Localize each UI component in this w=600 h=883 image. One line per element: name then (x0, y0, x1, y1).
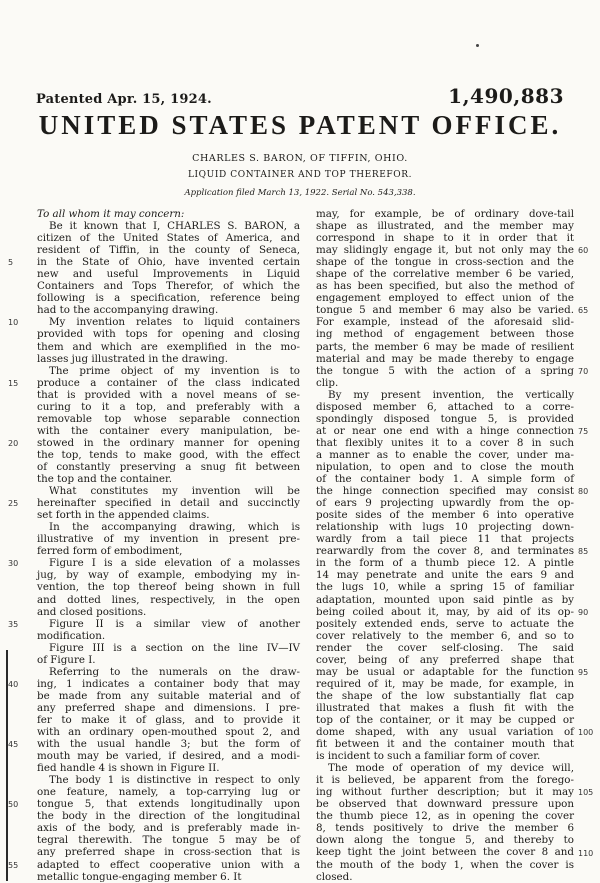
text-line: the thumb piece 12, as in opening the cover (316, 810, 574, 823)
patented-date: Patented Apr. 15, 1924. (36, 92, 212, 107)
text-line: resident of Tiffin, in the county of Seneca, (37, 244, 300, 257)
right-column (316, 208, 574, 883)
text-line: them and which are exemplified in the mo- (37, 340, 300, 353)
text-line: one feature, namely, a top-carrying lug or (37, 786, 300, 799)
text-line: metallic tongue-engaging member 6. It (37, 870, 242, 883)
text-line: of ears 9 projecting upwardly from the op- (316, 497, 574, 510)
text-line: illustrative of my invention in present pre- (37, 533, 300, 546)
text-line: in the form of a thumb piece 12. A pintle (316, 557, 574, 570)
text-line: closed. (316, 870, 353, 883)
text-line: in the State of Ohio, have invented certain (37, 256, 300, 269)
text-line: What constitutes my invention will be (49, 485, 300, 498)
line-number: 30 (8, 559, 19, 569)
text-line: relationship with lugs 10 projecting down- (316, 521, 574, 534)
line-number: 40 (8, 679, 19, 689)
text-line: citizen of the United States of America, and (37, 232, 300, 245)
line-number: 105 (578, 788, 594, 798)
text-line: modification. (37, 629, 106, 642)
office-title: UNITED STATES PATENT OFFICE. (38, 110, 562, 140)
line-number: 45 (8, 740, 19, 750)
patent-number: 1,490,883 (448, 84, 564, 108)
text-line: with an ordinary open-mouthed spout 2, and (37, 726, 300, 739)
text-line: tongue 5 and member 6 may also be varied. (316, 304, 574, 317)
text-line: a manner as to enable the cover, under ma- (316, 448, 574, 461)
text-line: engagement employed to effect union of the (316, 292, 574, 305)
text-line: following is a specification, reference being (37, 292, 300, 305)
text-line: To all whom it may concern: (37, 208, 185, 220)
text-line: tongue 5, that extends longitudinally upon (37, 798, 300, 811)
text-line: be made from any suitable material and of (37, 689, 300, 702)
text-line: dome shaped, with any usual variation of (316, 726, 574, 739)
text-line: spondingly disposed tongue 5, is provided (316, 412, 574, 425)
text-line: may slidingly engage it, but not only may the (316, 244, 574, 257)
text-line: tegral therewith. The tongue 5 may be of (37, 834, 300, 847)
text-line: may, for example, be of ordinary dove-tail (316, 208, 574, 220)
text-line: that flexibly unites it to a cover 8 in such (316, 436, 574, 449)
text-line: nipulation, to open and to close the mouth (316, 460, 574, 473)
text-line: the top and the container. (37, 473, 173, 486)
text-line: ferred form of embodiment, (37, 545, 183, 558)
text-line: Be it known that I, CHARLES S. BARON, a (49, 220, 300, 233)
text-line: any preferred shape in cross-section that is (37, 846, 300, 859)
line-number: 80 (578, 487, 589, 497)
text-line: the lugs 10, while a spring 15 of familiar (316, 581, 574, 594)
text-line: with the usual handle 3; but the form of (37, 738, 300, 751)
text-line: cover, being of any preferred shape that (316, 653, 574, 666)
text-line: the tongue 5 with the action of a spring (316, 364, 574, 377)
subject-line: LIQUID CONTAINER AND TOP THEREFOR. (187, 170, 413, 180)
text-line: clip. (316, 376, 339, 389)
text-line: illustrated that makes a flush fit with the (316, 701, 574, 714)
text-line: of the container body 1. A simple form of (316, 473, 574, 486)
text-line: produce a container of the class indicated (37, 376, 300, 389)
text-line: ing method of engagement between those (316, 328, 574, 341)
line-number: 50 (8, 800, 19, 810)
text-line: disposed member 6, attached to a corre- (316, 400, 574, 413)
line-number: 15 (8, 378, 19, 388)
text-line: material and may be made thereby to engage (316, 352, 574, 365)
text-line: and closed positions. (37, 605, 147, 618)
line-number: 5 (8, 258, 14, 268)
text-line: parts, the member 6 may be made of resilient (316, 340, 574, 353)
text-line: lasses jug illustrated in the drawing. (37, 352, 229, 365)
text-line: 8, tends positively to drive the member 6 (316, 822, 574, 835)
line-number: 75 (578, 426, 589, 436)
text-line: the shape of the low substantially flat cap (316, 689, 574, 702)
text-line: any preferred shape and dimensions. I pre- (37, 701, 300, 714)
text-line: the hinge connection specified may consist (316, 485, 574, 498)
text-line: render the cover self-closing. The said (316, 641, 574, 654)
text-line: fit between it and the container mouth that (316, 738, 574, 751)
text-line: with the container every manipulation, be- (37, 424, 300, 437)
text-line: the top, tends to make good, with the effect (37, 448, 300, 461)
line-number: 60 (578, 246, 589, 256)
text-line: vention, the top thereof being shown in full (37, 581, 300, 594)
line-number: 100 (578, 728, 594, 738)
text-line: The prime object of my invention is to (49, 364, 300, 377)
text-line: Figure II is a similar view of another (49, 617, 300, 630)
text-line: of Figure I. (37, 653, 96, 666)
text-line: of constantly preserving a snug fit between (37, 460, 300, 473)
scan-speck (476, 44, 479, 47)
text-line: Figure I is a side elevation of a molasses (49, 557, 300, 570)
text-line: down along the tongue 5, and thereby to (316, 834, 574, 847)
line-number: 25 (8, 499, 19, 509)
text-line: new and useful Improvements in Liquid (37, 268, 300, 281)
text-line: fer to make it of glass, and to provide it (37, 713, 300, 726)
text-line: it is believed, be apparent from the forego- (316, 774, 574, 787)
text-line: adaptation, mounted upon said pintle as by (316, 593, 574, 606)
text-line: as has been specified, but also the method of (316, 280, 574, 293)
text-line: that is provided with a novel means of se- (37, 388, 300, 401)
text-line: be observed that downward pressure upon (316, 798, 574, 811)
text-line: curing to it a top, and preferably with a (37, 400, 300, 413)
text-line: By my present invention, the vertically (328, 388, 574, 401)
inventor-line: CHARLES S. BARON, OF TIFFIN, OHIO. (192, 153, 408, 164)
line-number: 35 (8, 619, 19, 629)
text-line: the mouth of the body 1, when the cover is (316, 858, 574, 871)
line-number: 70 (578, 366, 589, 376)
text-line: wardly from a tail piece 11 that projects (316, 533, 574, 546)
line-number: 65 (578, 306, 589, 316)
text-line: posite sides of the member 6 into operative (316, 509, 574, 522)
line-number: 85 (578, 547, 589, 557)
text-line: mouth may be varied, if desired, and a modi- (37, 750, 300, 763)
text-line: set forth in the appended claims. (37, 509, 210, 522)
line-number: 20 (8, 438, 19, 448)
text-line: hereinafter specified in detail and succinctly (37, 497, 300, 510)
left-column (37, 208, 300, 883)
text-line: stowed in the ordinary manner for opening (37, 436, 300, 449)
text-line: Figure III is a section on the line IV—IV (49, 641, 300, 654)
text-line: may be usual or adaptable for the function (316, 665, 574, 678)
text-line: the body in the direction of the longitudinal (37, 810, 300, 823)
text-line: For example, instead of the aforesaid slid- (316, 316, 574, 329)
text-line: cover relatively to the member 6, and so to (316, 629, 574, 642)
line-number: 90 (578, 607, 589, 617)
text-line: The body 1 is distinctive in respect to only (49, 774, 300, 787)
text-line: The mode of operation of my device will, (328, 762, 574, 775)
text-line: correspond in shape to it in order that it (316, 232, 574, 245)
line-number: 95 (578, 667, 589, 677)
text-line: and dotted lines, respectively, in the open (37, 593, 300, 606)
text-line: 14 may penetrate and unite the ears 9 and (316, 569, 574, 582)
text-line: In the accompanying drawing, which is (49, 521, 300, 534)
text-line: shape as illustrated, and the member may (316, 220, 574, 233)
text-line: adapted to effect cooperative union with a (37, 858, 300, 871)
text-line: is incident to such a familiar form of cover. (316, 750, 541, 763)
text-line: being coiled about it, may, by aid of its op- (316, 605, 574, 618)
text-line: jug, by way of example, embodying my in- (37, 569, 300, 582)
text-line: ing without further description; but it may (316, 786, 574, 799)
application-line: Application filed March 13, 1922. Serial No. 543,338. (184, 188, 416, 198)
text-line: positely extended ends, serve to actuate the (316, 617, 574, 630)
text-line: shape of the correlative member 6 be varied, (316, 268, 574, 281)
text-line: required of it, may be made, for example, in (316, 677, 574, 690)
text-line: fied handle 4 is shown in Figure II. (37, 762, 220, 775)
text-line: Referring to the numerals on the draw- (49, 665, 300, 678)
text-line: removable top whose separable connection (37, 412, 300, 425)
line-number: 10 (8, 318, 19, 328)
text-line: My invention relates to liquid containers (49, 316, 300, 329)
line-number: 110 (578, 848, 594, 858)
text-line: had to the accompanying drawing. (37, 304, 219, 317)
text-line: rearwardly from the cover 8, and terminates (316, 545, 574, 558)
text-line: ing, 1 indicates a container body that may (37, 677, 300, 690)
text-line: top of the container, or it may be cupped or (316, 713, 574, 726)
text-line: keep tight the joint between the cover 8 and (316, 846, 574, 859)
text-line: axis of the body, and is preferably made in- (37, 822, 300, 835)
text-line: at or near one end with a hinge connection (316, 424, 574, 437)
text-line: shape of the tongue in cross-section and the (316, 256, 574, 269)
text-line: provided with tops for opening and closing (37, 328, 300, 341)
text-line: Containers and Tops Therefor, of which the (37, 280, 300, 293)
line-number: 55 (8, 860, 19, 870)
